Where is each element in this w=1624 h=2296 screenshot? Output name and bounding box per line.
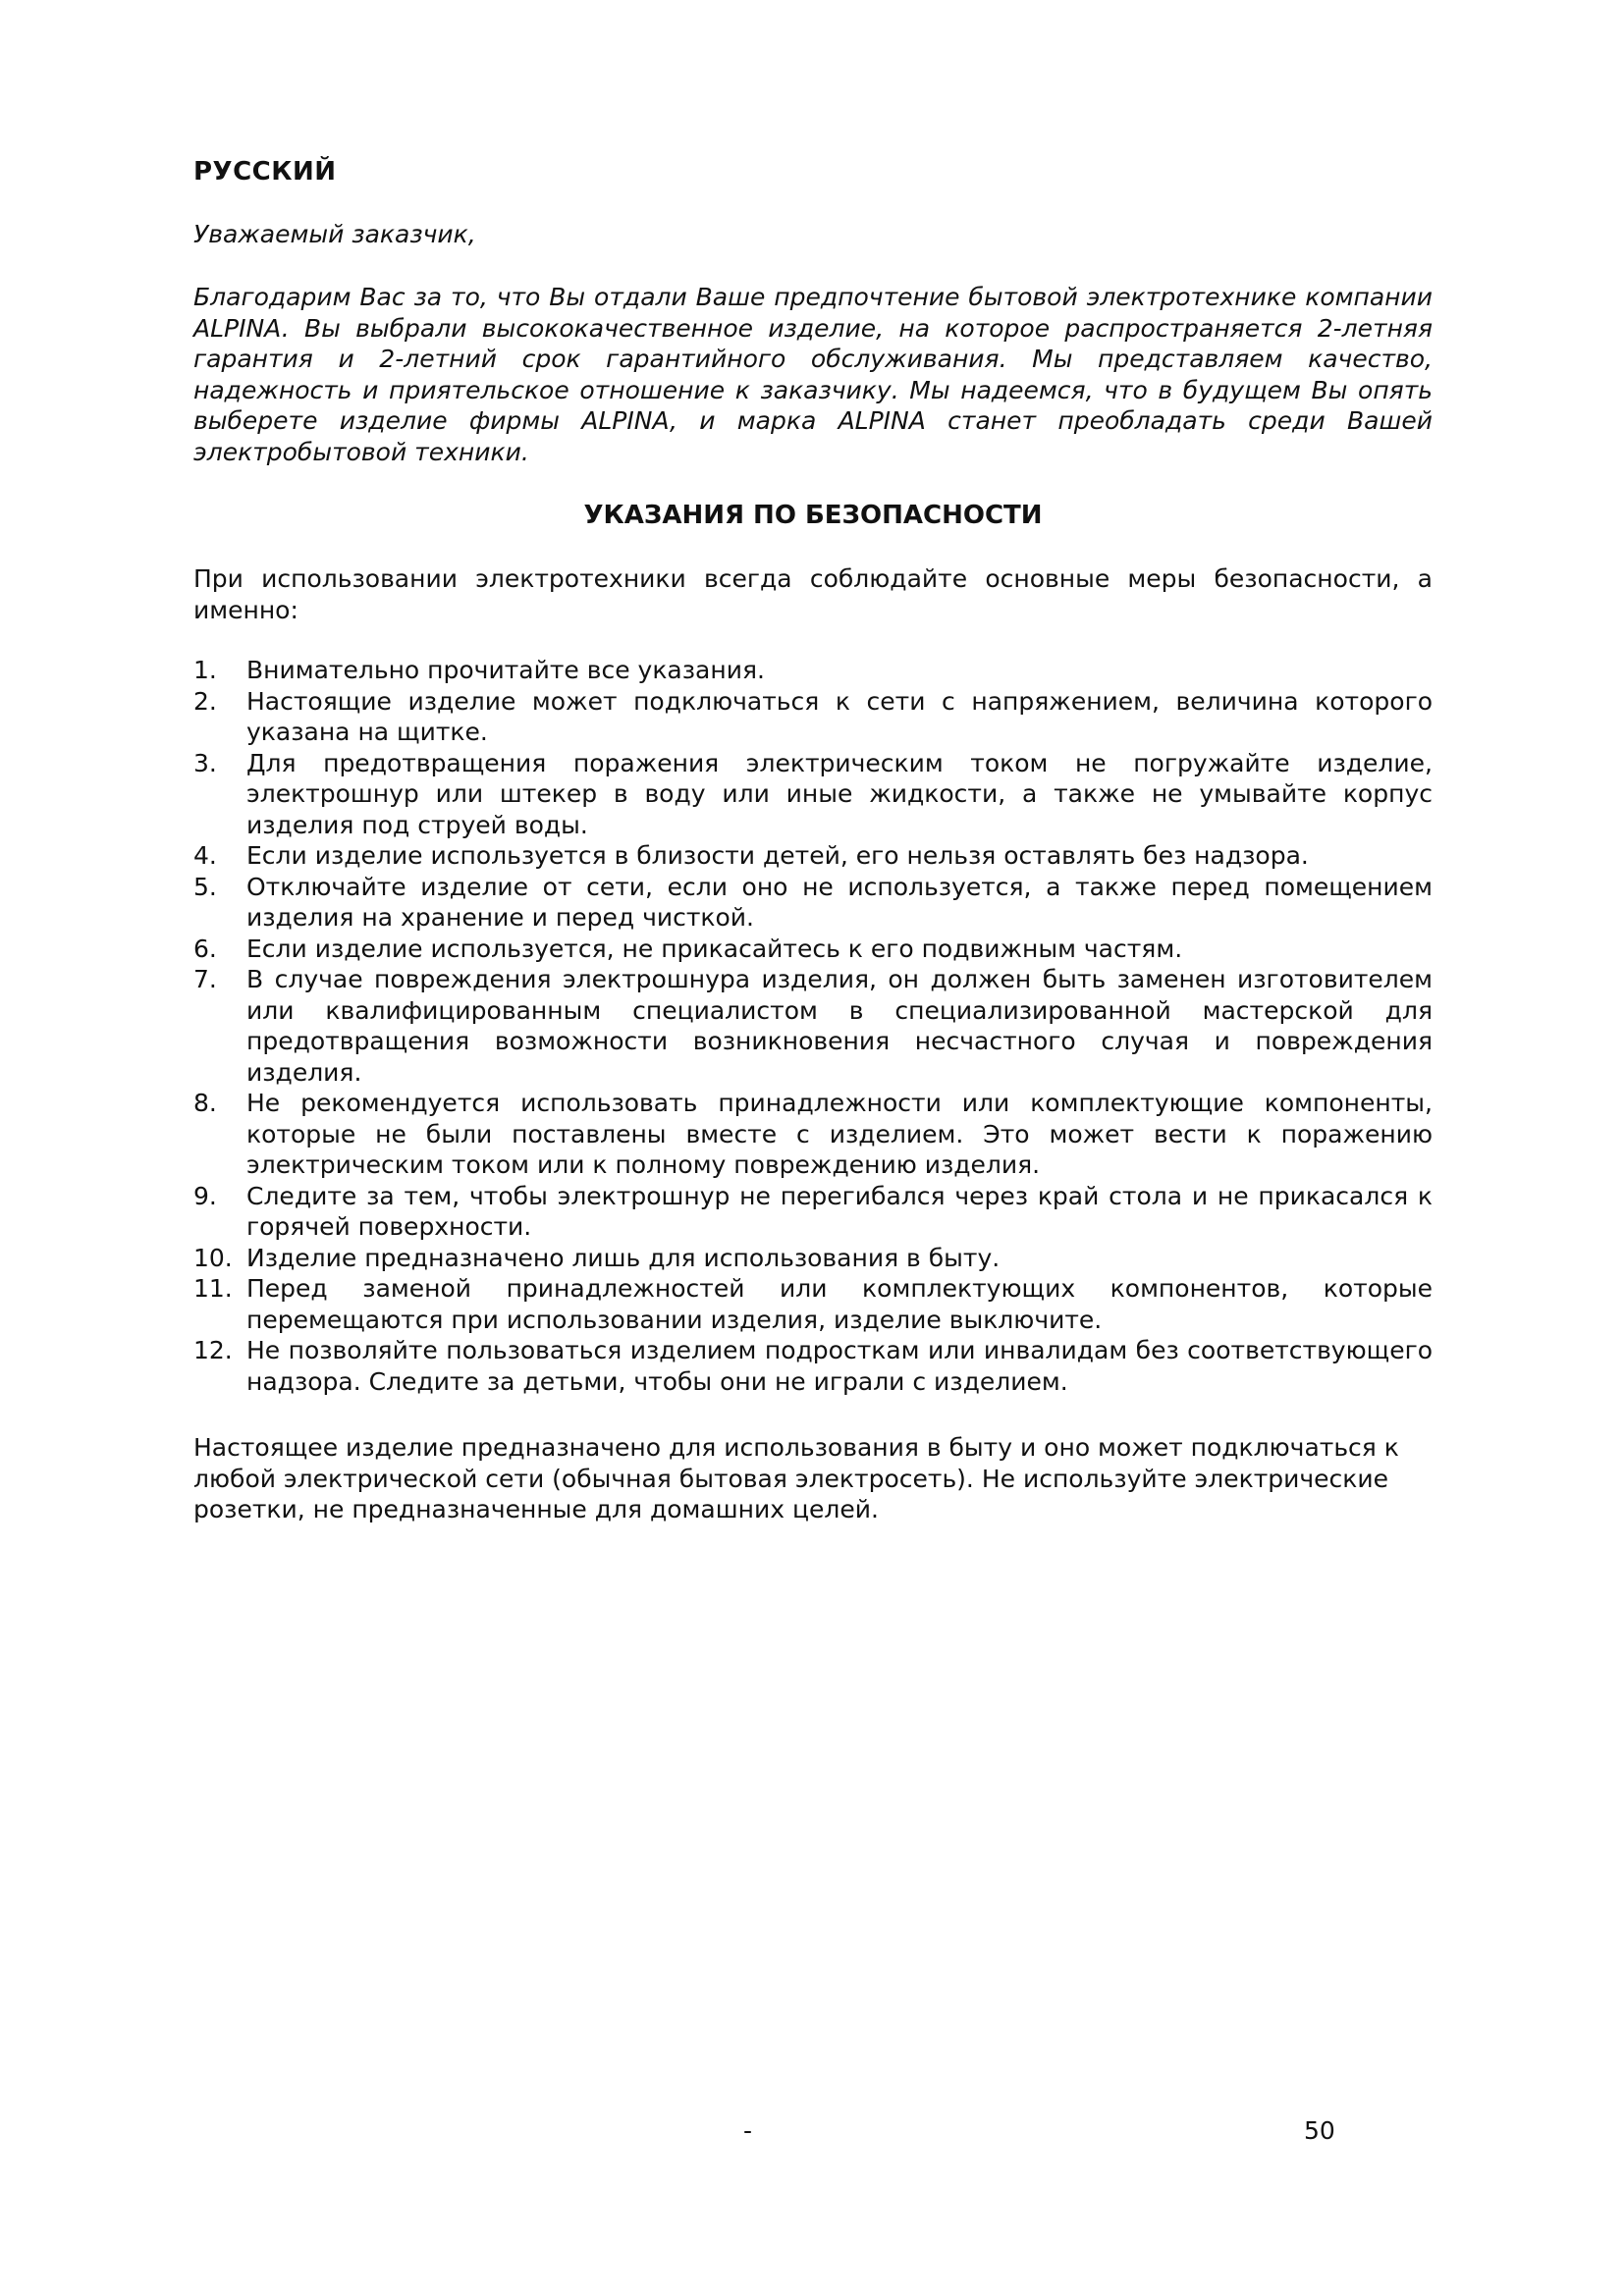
greeting: Уважаемый заказчик,	[193, 220, 476, 248]
rule-text: Если изделие используется, не прикасайтесь к его подвижным частям.	[246, 934, 1183, 963]
rule-text: Для предотвращения поражения электрическим током не погружайте изделие, электрошнур или штекер в воду или иные жидкости, а также не умывайте корпус изделия под струей воды.	[246, 748, 1433, 839]
safety-rule	[193, 1181, 1433, 1243]
rule-number: 8.	[193, 1089, 217, 1117]
rule-number: 4.	[193, 841, 217, 870]
safety-rule	[193, 872, 1433, 934]
safety-rule	[193, 1243, 1433, 1274]
language-heading: РУССКИЙ	[193, 157, 337, 187]
rule-text: Настоящие изделие может подключаться к сети с напряжением, величина которого указана на щитке.	[246, 686, 1433, 746]
safety-section-title: УКАЗАНИЯ ПО БЕЗОПАСНОСТИ	[583, 501, 1043, 530]
safety-rule	[193, 964, 1433, 1088]
closing-paragraph: Настоящее изделие предназначено для использования в быту и оно может подключаться к любой электрической сети (обычная бытовая электросеть). Не используйте электрические розетки, не предназначенные для домашних целей.	[193, 1433, 1399, 1523]
rule-number: 7.	[193, 965, 217, 993]
safety-rule	[193, 934, 1433, 965]
safety-rules-list	[193, 655, 1433, 1397]
rule-text: Перед заменой принадлежностей или комплектующих компонентов, которые перемещаются при использовании изделия, изделие выключите.	[246, 1274, 1433, 1334]
page-number: 50	[1304, 2116, 1335, 2145]
rule-text: В случае повреждения электрошнура изделия, он должен быть заменен изготовителем или квалифицированным специалистом в специализированной мастерской для предотвращения возможности возникновения несчастного случая и повреждения изделия.	[246, 965, 1433, 1087]
rule-text: Следите за тем, чтобы электрошнур не перегибался через край стола и не прикасался к горячей поверхности.	[246, 1181, 1433, 1241]
safety-rule	[193, 1335, 1433, 1397]
rule-number: 12.	[193, 1336, 233, 1364]
footer-dash: -	[743, 2116, 753, 2145]
safety-lead-paragraph: При использовании электротехники всегда соблюдайте основные меры безопасности, а именно:	[193, 564, 1433, 624]
safety-rule	[193, 748, 1433, 841]
rule-text: Изделие предназначено лишь для использования в быту.	[246, 1243, 1001, 1272]
safety-rule	[193, 686, 1433, 748]
rule-text: Не позволяйте пользоваться изделием подросткам или инвалидам без соответствующего надзора. Следите за детьми, чтобы они не играли с изделием.	[246, 1336, 1433, 1396]
document-page	[193, 157, 1433, 1525]
safety-rule	[193, 655, 1433, 686]
safety-rule	[193, 1273, 1433, 1335]
rule-number: 3.	[193, 748, 217, 777]
rule-number: 2.	[193, 686, 217, 716]
rule-number: 1.	[193, 656, 217, 684]
rule-text: Если изделие используется в близости детей, его нельзя оставлять без надзора.	[246, 841, 1309, 870]
rule-text: Отключайте изделие от сети, если оно не используется, а также перед помещением изделия на хранение и перед чисткой.	[246, 872, 1433, 932]
rule-text: Внимательно прочитайте все указания.	[246, 656, 765, 684]
rule-text: Не рекомендуется использовать принадлежности или комплектующие компоненты, которые не были поставлены вместе с изделием. Это может вести к поражению электрическим током или к полному повреждению изделия.	[246, 1089, 1433, 1179]
intro-paragraph: Благодарим Вас за то, что Вы отдали Ваше предпочтение бытовой электротехнике компании ALPINA. Вы выбрали высококачественное изделие, на которое распространяется 2-летняя гарантия и 2-летний срок гарантийного обслуживания. Мы представляем качество, надежность и приятельское отношение к заказчику. Мы надеемся, что в будущем Вы опять выберете изделие фирмы ALPINA, и марка ALPINA станет преобладать среди Вашей электробытовой техники.	[193, 283, 1433, 466]
safety-rule	[193, 840, 1433, 872]
rule-number: 10.	[193, 1243, 233, 1272]
rule-number: 5.	[193, 872, 217, 901]
rule-number: 6.	[193, 934, 217, 963]
rule-number: 9.	[193, 1181, 217, 1210]
rule-number: 11.	[193, 1274, 233, 1303]
safety-rule	[193, 1088, 1433, 1181]
